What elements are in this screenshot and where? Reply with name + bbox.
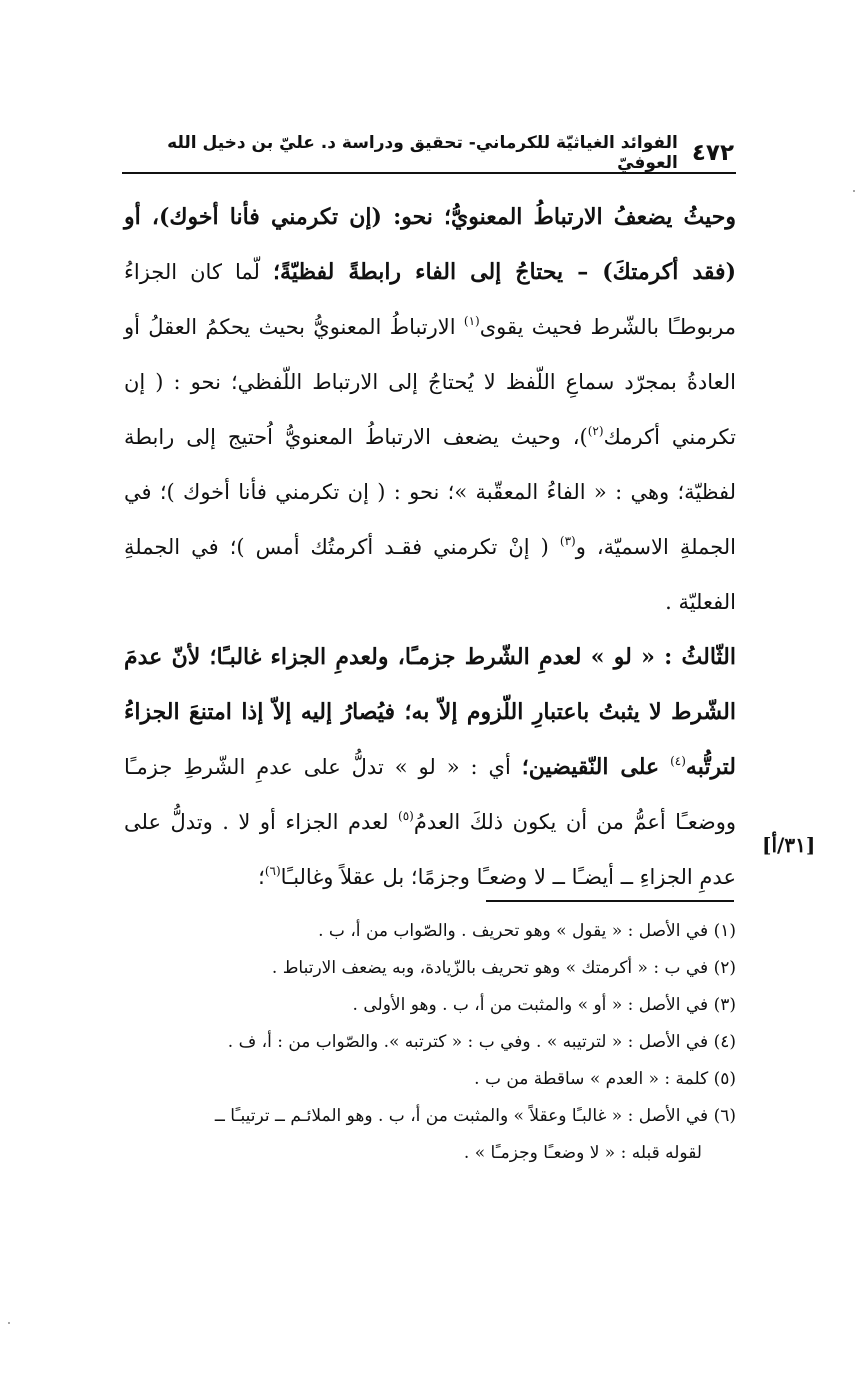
commentary-text: ؛ bbox=[258, 865, 265, 889]
matn-text: على النّقيضين؛ bbox=[521, 754, 660, 780]
footnote-5: (٥) كلمة : « العدم » ساقطة من ب . bbox=[474, 1069, 736, 1089]
commentary-text: ( إنْ تكرمني فقـد أكرمتُك أمس )؛ في الجملةِ الفعليّة . bbox=[124, 535, 736, 614]
footnotes bbox=[120, 913, 736, 1172]
commentary-text: لعدم الجزاء أو لا . وتدلُّ على عدمِ الجزاءِ ــ أيضـًا ــ لا وضعـًا وجزمًا؛ بل عقلاً وغالبـًا bbox=[124, 810, 736, 889]
paragraph-matn-1 bbox=[124, 190, 736, 630]
footnote-ref: (١) bbox=[463, 314, 480, 328]
footnote-ref: (٦) bbox=[264, 864, 281, 878]
matn-text: الثّالثُ : « لو » لعدمِ الشّرط جزمـًا، ولعدمِ الجزاء غالبـًا؛ لأنّ عدمَ الشّرط لا يثبتُ باعتبارِ اللّزوم إلاّ به؛ فيُصارُ إليه إلاّ إذا امتنعَ الجزاءُ لترتُّبه bbox=[124, 644, 736, 780]
footnote-4: (٤) في الأصل : « لترتيبه » . وفي ب : « كترتبه ». والصّواب من : أ، ف . bbox=[227, 1032, 736, 1052]
main-text bbox=[124, 190, 736, 905]
footnote-ref: (٢) bbox=[587, 424, 604, 438]
paragraph-matn-2 bbox=[124, 630, 736, 905]
commentary-text: لّما كان الجزاءُ مربوطـًا بالشّرط فحيث يقوى bbox=[124, 260, 736, 339]
footnote-6: (٦) في الأصل : « غالبـًا وعقلاً » والمثبت من أ، ب . وهو الملائـم ــ ترتيبـًا ــ bbox=[214, 1106, 736, 1126]
commentary-text: الارتباطُ المعنويُّ بحيث يحكمُ العقلُ أو العادةُ بمجرّد سماعِ اللّفظ لا يُحتاجُ إلى الارتباط اللّفظي؛ نحو : ( إن تكرمني أكرمك bbox=[124, 315, 736, 449]
page-header bbox=[122, 133, 734, 173]
manuscript-folio-marker: [٣١/أ] bbox=[762, 833, 816, 857]
footnote-3: (٣) في الأصل : « أو » والمثبت من أ، ب . وهو الأولى . bbox=[352, 995, 736, 1015]
matn-text: وحيثُ يضعفُ الارتباطُ المعنويُّ؛ نحو: (إن تكرمني فأنا أخوك)، أو (فقد أكرمتكَ) – يحتاجُ إلى الفاء رابطةً لفظيّةً؛ bbox=[124, 204, 736, 285]
footnote-ref: (٤) bbox=[670, 754, 686, 768]
footnote-divider bbox=[486, 900, 734, 902]
page-number: ٤٧٢ bbox=[691, 140, 734, 166]
header-divider bbox=[122, 172, 736, 174]
footnote-ref: (٣) bbox=[559, 534, 576, 548]
commentary-text: أي : « لو » تدلُّ على عدمِ الشّرطِ جزمـًا ووضعـًا أعمُّ من أن يكون ذلكَ العدمُ bbox=[124, 755, 736, 834]
footnote-ref: (٥) bbox=[398, 809, 414, 823]
footnote-2: (٢) في ب : « أكرمتك » وهو تحريف بالزّيادة، وبه يضعف الارتباط . bbox=[271, 958, 736, 978]
footnote-6-continuation: لقوله قبله : « لا وضعـًا وجزمـًا » . bbox=[463, 1143, 702, 1163]
scan-speck bbox=[8, 1322, 10, 1324]
scan-speck bbox=[853, 190, 855, 192]
commentary-text: )، وحيث يضعف الارتباطُ المعنويُّ اُحتيج إلى رابطة لفظيّة؛ وهي : « الفاءُ المعقّبة »؛ نحو : ( إن تكرمني فأنا أخوك )؛ في الجملةِ الاسميّة، و bbox=[124, 425, 736, 559]
footnote-1: (١) في الأصل : « يقول » وهو تحريف . والصّواب من أ، ب . bbox=[318, 921, 736, 941]
running-title: الفوائد الغياثيّة للكرماني- تحقيق ودراسة د. عليّ بن دخيل الله العوفيّ bbox=[167, 133, 678, 173]
